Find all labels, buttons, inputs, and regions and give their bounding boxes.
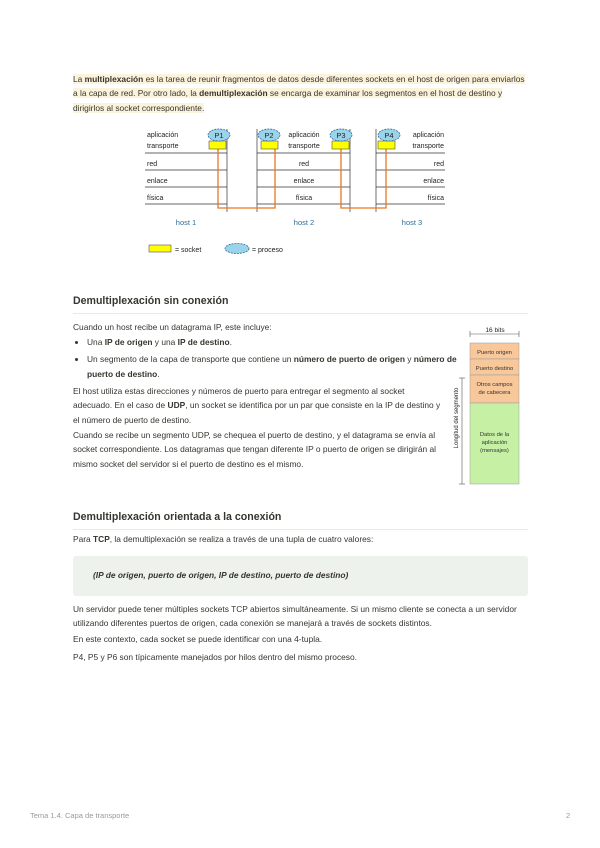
multiplexing-diagram: [145, 124, 450, 256]
paragraph: Un servidor puede tener múltiples sockets TCP abiertos simultáneamente. Si un mismo cliente se conecta a un servidor utilizando diferentes puertos de origen, cada conexión se manejará a través de sockets distintos.: [73, 604, 517, 629]
paragraph: El host utiliza estas direcciones y números de puerto para entregar el segmento al socket adecuado. En el caso de UDP, un socket se identifica por un par que consiste en la IP de destino y el número de puerto de destino.: [73, 386, 441, 425]
socket-legend-swatch: [149, 245, 171, 252]
layer-label: red: [298, 161, 310, 168]
segment-length-label: Longitud del segmento: [454, 387, 460, 449]
bullet-list: [73, 335, 467, 381]
layer-label: física: [427, 195, 444, 202]
layer-label: aplicación: [288, 132, 320, 139]
segment-field-label: (mensajes): [480, 448, 509, 454]
host-label: host 3: [401, 218, 423, 227]
footer-title: Tema 1.4. Capa de transporte: [30, 811, 130, 820]
layer-label: transporte: [147, 143, 179, 150]
layer-label: física: [147, 195, 164, 202]
legend-process-label: = proceso: [252, 247, 283, 254]
paragraph: Cuando un host recibe un datagrama IP, este incluye:: [73, 322, 272, 332]
process-label: P4: [384, 131, 394, 140]
list-item: • Un segmento de la capa de transporte que contiene un número de puerto de origen y número de puerto de destino.: [87, 352, 467, 381]
four-tuple-callout: (IP de origen, puerto de origen, IP de destino, puerto de destino): [73, 556, 528, 596]
layer-label: aplicación: [412, 132, 444, 139]
section-heading-connection-oriented: Demultiplexación orientada a la conexión: [73, 511, 528, 530]
layer-label: física: [295, 195, 313, 202]
layer-label: aplicación: [147, 132, 179, 139]
segment-field-label: Puerto destino: [475, 366, 514, 372]
bits-width-label: 16 bits: [485, 327, 505, 334]
intro-paragraph: La multiplexación es la tarea de reunir fragmentos de datos desde diferentes sockets en el host de origen para enviarlos a la capa de red. Por otro lado, la demultiplexación se encarga de examinar los segmentos en el host de destino y dirigirlos al socket correspondiente.: [73, 74, 525, 113]
layer-label: red: [147, 161, 158, 168]
segment-field-label: de cabecera: [478, 390, 511, 396]
paragraph: P4, P5 y P6 son típicamente manejados por hilos dentro del mismo proceso.: [73, 652, 357, 662]
process-label: P2: [264, 131, 274, 140]
segment-field-label: aplicación: [481, 440, 508, 446]
paragraph: Cuando se recibe un segmento UDP, se chequea el puerto de destino, y el datagrama se envía al socket correspondiente. Los datagramas que tengan diferente IP o puerto de origen se dirigirán al mismo socket del servidor si el puerto de destino es el mismo.: [73, 430, 436, 469]
page-number: 2: [566, 811, 571, 820]
udp-segment-diagram: [450, 326, 530, 488]
paragraph: Para TCP, la demultiplexación se realiza a través de una tupla de cuatro valores:: [73, 534, 374, 544]
paragraph: En este contexto, cada socket se puede identificar con una 4-tupla.: [73, 634, 323, 644]
layer-label: enlace: [423, 178, 444, 185]
process-legend-swatch: [225, 244, 249, 254]
layer-label: transporte: [412, 143, 444, 150]
segment-field-label: Otros campos: [476, 382, 513, 388]
layer-label: enlace: [147, 178, 168, 185]
process-label: P3: [336, 131, 346, 140]
section-heading-connectionless: Demultiplexación sin conexión: [73, 295, 528, 314]
segment-field-label: Datos de la: [479, 432, 510, 438]
list-item: • Una IP de origen y una IP de destino.: [87, 335, 467, 349]
legend-socket-label: = socket: [175, 247, 202, 254]
process-label: P1: [214, 131, 224, 140]
host-label: host 2: [293, 218, 315, 227]
layer-label: red: [433, 161, 444, 168]
segment-field-label: Puerto origen: [477, 350, 512, 356]
host-label: host 1: [175, 218, 197, 227]
layer-label: enlace: [293, 178, 315, 185]
layer-label: transporte: [288, 143, 320, 150]
